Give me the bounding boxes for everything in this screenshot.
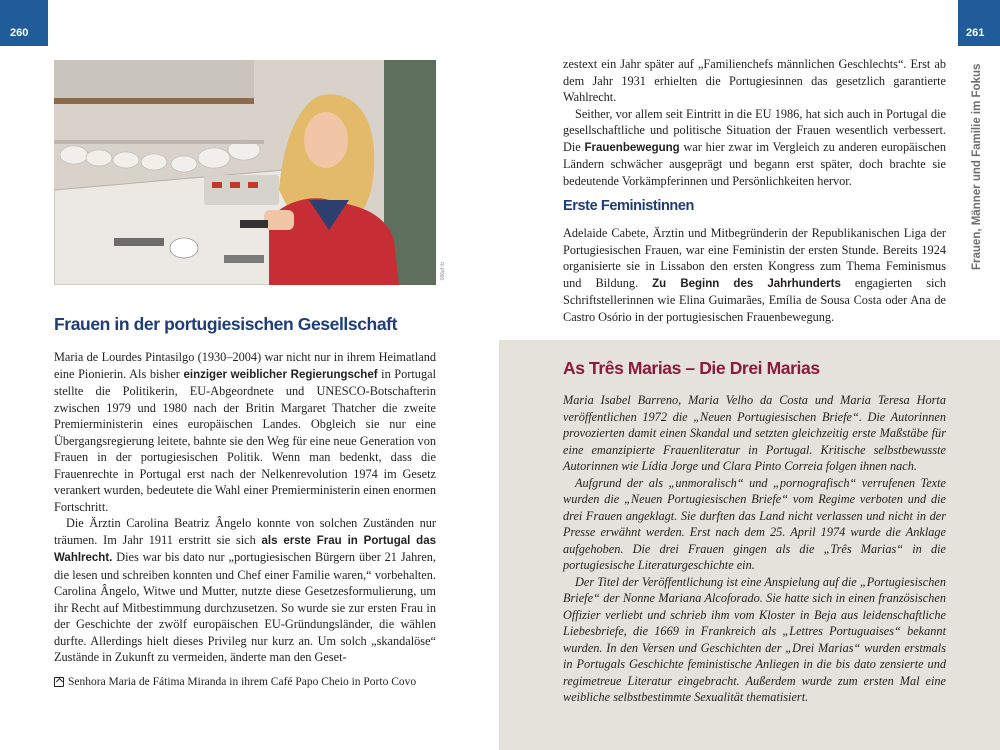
left-paragraph-2 [54,515,436,666]
page-number-left [0,0,48,46]
photo-credit: 086pf rb [440,262,446,281]
info-box-body [563,392,946,706]
text-run: war hier zwar im Vergleich zu anderen europäischen Ländern schwächer ausgeprägt und begann erst später, doch brachte sie bedeutende Vorkämpferinnen und Persönlichkeiten hervor. [563,139,946,188]
bold-run: Frauenbewegung [584,141,680,154]
left-body [54,349,436,666]
box-paragraph-3: Der Titel der Veröffentlichung ist eine Anspielung auf die „Portugiesischen Briefe“ der Nonne Mariana Alcoforado. Sie hatte sich in einen französischen Offizier verliebt und schrieb ihm vom Kloster in Beja aus leidenschaftliche Liebesbriefe, die 1669 in Frankreich als „Lettres Portuguaises“ bekannt wurden. In den Versen und Geschichten der „Drei Marias“ wurden erstmals in Portugals Geschichte feministische Anliegen in die bis dato zensierte und regimetreue Literatur eingebracht. Außerdem wurde zum ersten Mal eine weibliche selbstbestimmte Sexualität thematisiert. [563,574,946,704]
left-heading: Frauen in der portugiesischen Gesellschaft [54,314,398,334]
page-number-left-text: 260 [10,27,29,39]
running-head: Frauen, Männer und Familie im Fokus [971,63,983,270]
subheading-erste-feministinnen: Erste Feministinnen [563,198,694,214]
right-paragraph-3 [563,225,946,325]
text-run: Adelaide Cabete, Ärztin und Mitbegründerin der Republikanischen Liga der Portugiesischen Frauen, war eine Feministin der ersten Stunde. Bereits 1924 organisierte sie in Lissabon den ersten Kongress zum Thema Feminismus und Bildung. [563,226,946,290]
info-box-heading: As Três Marias – Die Drei Marias [563,358,820,378]
text-run: engagierten sich Schriftstellerinnen wie Elina Guimarães, Emília de Sousa Costa oder Ana de Castro Osório in der portugiesischen Frauenbewegung. [563,275,947,324]
bold-run: einziger weiblicher Regierungschef [183,368,378,381]
bold-run: Zu Beginn des Jahrhunderts [652,277,841,290]
right-body-middle [563,225,946,325]
text-run: Maria de Lourdes Pintasilgo (1930–2004) war nicht nur in ihrem Heimatland eine Pionierin. Als bisher [54,350,436,381]
photo-caption [54,676,436,688]
text-run: Seither, vor allem seit Eintritt in die EU 1986, hat sich auch in Portugal die gesellschaftliche und politische Situation der Frauen wesentlich verbessert. Die [563,106,946,154]
text-run: Die Ärztin Carolina Beatriz Ângelo konnte von solchen Zuständen nur träumen. Im Jahr 1911 erstritt sie sich [54,516,436,547]
text-run: in Portugal stellte die Politikerin, EU-Abgeordnete und UNESCO-Botschafterin zwischen 1979 und 1980 nach der Britin Margaret Thatcher die zweite Premierministerin eines europäischen Landes. Obgleich sie nur eine Übergangsregierung leitete, bahnte sie den Weg für eine neue Generation von Frauen in der portugiesischen Politik. Wenn man bedenkt, dass die Frauenrechte in Portugal erst nach der Nelkenrevolution 1974 im Gesetz verankert wurden, bedeutete die Wahl einer Premierministerin einen enormen Fortschritt. [54,366,436,514]
page-number-right [958,0,1000,46]
box-paragraph-2: Aufgrund der als „unmoralisch“ und „pornografisch“ verrufenen Texte wurden die „Neuen Portugiesischen Briefe“ vom Regime verboten und die drei Frauen angeklagt. Sie durften das Land nicht verlassen und nicht in der Presse erwähnt werden. Erst nach dem 25. April 1974 wurde die Anklage aufgehoben. Die drei Frauen gingen als die „Três Marias“ in die portugiesische Literaturgeschichte ein. [563,475,946,572]
left-paragraph-1 [54,349,436,515]
page-number-right-text: 261 [966,27,985,39]
bold-run: als erste Frau in Portugal das Wahlrecht. [54,534,436,564]
cafe-photo [54,60,436,285]
photo-image [54,60,436,285]
right-paragraph-2 [563,106,946,190]
right-paragraph-1: zestext ein Jahr später auf „Familienchefs männlichen Geschlechts“. Erst ab dem Jahr 1931 erhielten die Portugiesinnen das gesetzlich garantierte Wahlrecht. [563,57,946,104]
text-run: Dies war bis dato nur „portugiesischen Bürgern über 21 Jahren, die lesen und schreiben konnten und Chef einer Familie waren,“ vorbehalten. Carolina Ângelo, Witwe und Mutter, nutzte diese Gesetzesformulierung, um ihr Recht auf Mitbestimmung durchzusetzen. So wurde sie zur ersten Frau in der Geschichte der zwölf europäischen EU-Gründungsländer, die wählen durfte. Allerdings hielt dieses Privileg nur kurz an. Um solch „skandalöse“ Zustände in Zukunft zu vermeiden, änderte man den Geset- [54,550,436,664]
photo-ref-icon [54,677,64,687]
box-paragraph-1: Maria Isabel Barreno, Maria Velho da Costa und Maria Teresa Horta veröffentlichen 1972 die „Neuen Portugiesischen Briefe“. Die Autorinnen provozierten damit einen Skandal und setzten gleichzeitig erste Maßstäbe für eine emanzipierte Frauenliteratur in Portugal. Kritische selbstbewusste Autorinnen wie Lídia Jorge und Clara Pinto Correia folgen ihnen nach. [563,393,946,473]
right-body-top [563,56,946,189]
photo-caption-text: Senhora Maria de Fátima Miranda in ihrem Café Papo Cheio in Porto Covo [68,676,417,688]
